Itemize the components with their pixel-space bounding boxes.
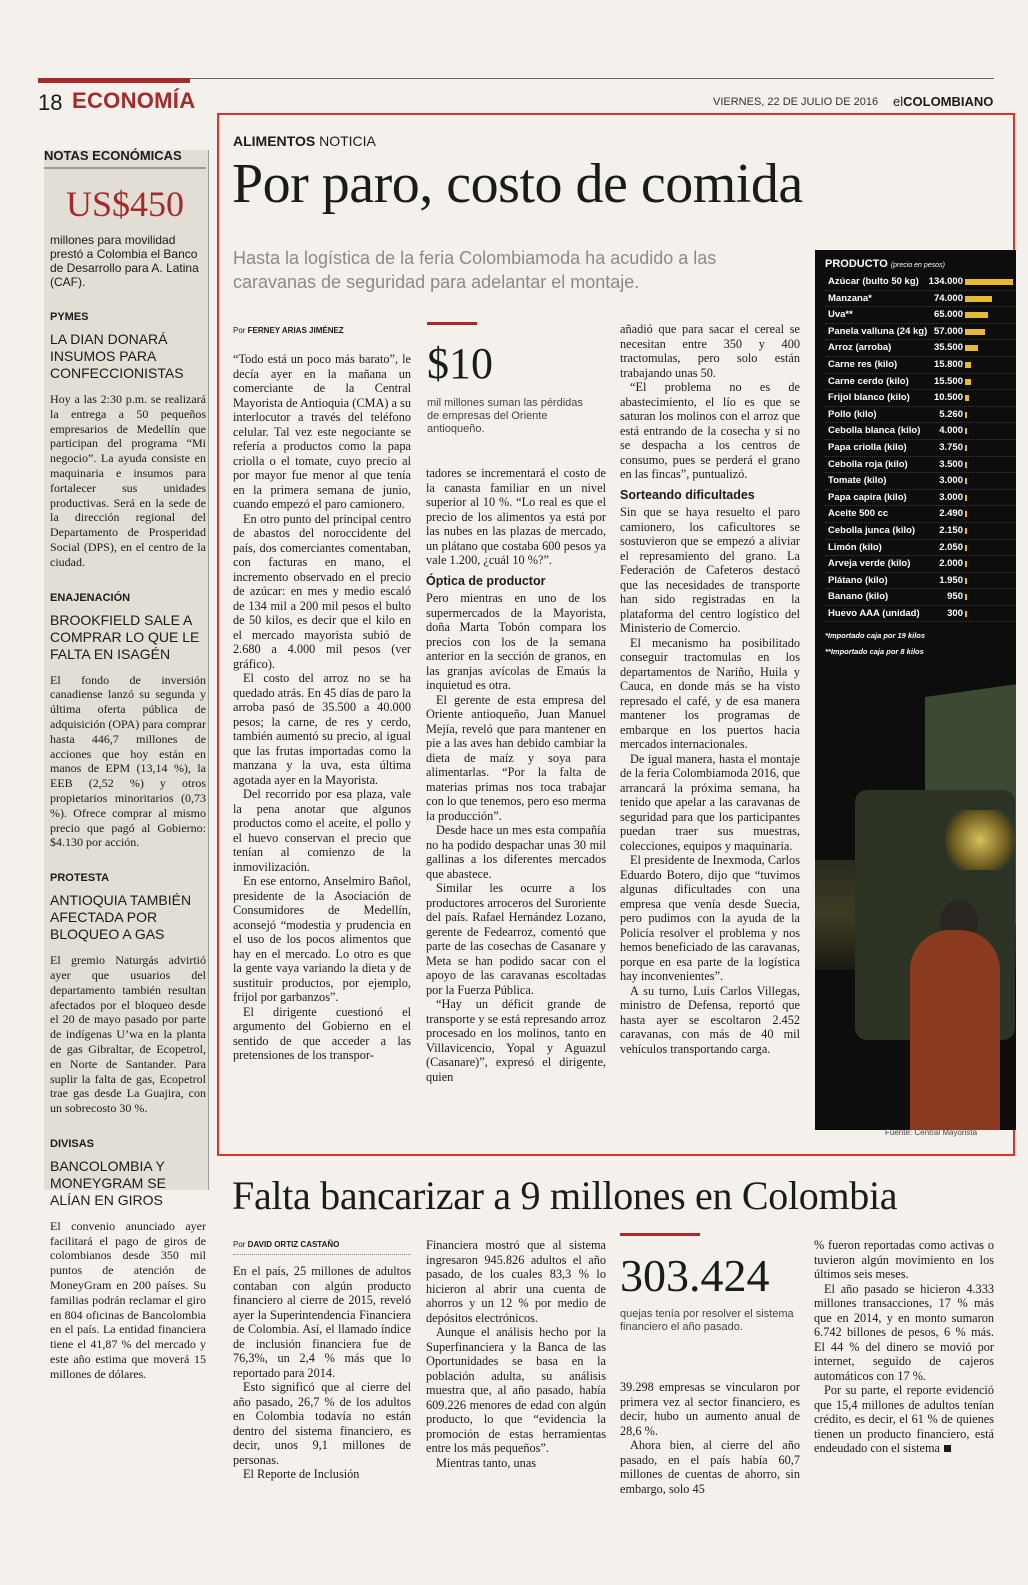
paragraph: % fueron reportadas como activas o tuvieron algún movimiento en los últimos seis meses. (814, 1238, 994, 1281)
price-row (825, 307, 1015, 324)
photo-light (945, 810, 1015, 870)
article2-column-1 (233, 1264, 411, 1504)
price-row-label: Plátano (kilo) (828, 574, 888, 586)
price-bar (965, 545, 967, 551)
price-bar (965, 412, 967, 418)
price-row-value: 3.750 (939, 441, 963, 453)
paragraph: 39.298 empresas se vincularon por primera vez al sector financiero, es decir, hubo un aumento anual de 28,6 %. (620, 1380, 800, 1438)
price-bar (965, 329, 985, 335)
note-headline: LA DIAN DONARÁ INSUMOS PARA CONFECCIONISTAS (50, 331, 184, 381)
paragraph: En ese entorno, Anselmiro Bañol, presidente de la Asociación de Consumidores de Medellín, aconsejó “modestia y prudencia en el uso de los pocos alimentos que hay en el mercado. Lo otro es que la gente vaya variando la dieta y de sustituir productos, por ejemplo, frijol por garbanzos”. (233, 874, 411, 1004)
price-row-value: 2.050 (939, 541, 963, 553)
newspaper-wordmark: COLOMBIANO (903, 94, 994, 109)
paragraph: Financiera mostró que al sistema ingresaron 945.826 adultos el año pasado, de los cuales 83,3 % lo hicieron al abrir una cuenta de ahorros y un 12 % por medio de depósitos electrónicos. (426, 1238, 606, 1325)
price-bar (965, 362, 971, 368)
paragraph: El mecanismo ha posibilitado conseguir tractomulas en los departamentos de Nariño, Huila y Cauca, en donde más se ha visto represado el café, y de esa manera mantener los programas de embarque en los puertos hacia mercados internacionales. (620, 635, 800, 751)
price-row-label: Arroz (arroba) (828, 342, 892, 354)
price-row-label: Tomate (kilo) (828, 475, 887, 487)
price-bar (965, 478, 967, 484)
note-kicker: PROTESTA (50, 872, 110, 885)
end-mark-icon (944, 1445, 951, 1452)
photo-person (910, 930, 1000, 1130)
price-row-value: 15.500 (933, 375, 963, 387)
price-row (825, 523, 1015, 540)
callout-text: mil millones suman las pérdidas de empresas del Oriente antioqueño. (427, 397, 583, 435)
price-row-label: Pollo (kilo) (828, 408, 877, 420)
sidebar-big-number: US$450 (65, 184, 185, 224)
paragraph-text: Por su parte, el reporte evidenció que 15,4 millones de adultos tenían crédito, es decir, el 61 % de quienes tienen un producto financiero, está endeudado con el sistema (814, 1383, 994, 1455)
newspaper-name (893, 94, 993, 109)
paragraph: Esto significó que al cierre del año pasado, 26,7 % de los adultos en Colombia todavía no están dentro del sistema financiero, es decir, unos 9,1 millones de personas. (233, 1380, 411, 1467)
price-row (825, 374, 1015, 391)
price-bar (965, 395, 969, 401)
callout-text: quejas tenía por resolver el sistema financiero el año pasado. (620, 1308, 794, 1333)
paragraph: El año pasado se hicieron 4.333 millones transacciones, 17 % más que en 2014, y en monto sumaron 6.742 billones de pesos, 6 % más. El 44 % del dinero se movió por internet, seguido de cajeros automáticos con 17 %. (814, 1281, 994, 1383)
price-table-header (825, 258, 1015, 270)
sidebar-divider (208, 150, 209, 1190)
price-row-value: 74.000 (933, 292, 963, 304)
note-kicker: ENAJENACIÓN (50, 591, 131, 604)
price-row-value: 3.500 (939, 458, 963, 470)
paragraph: Sin que se haya resuelto el paro camionero, los caficultores se sostuvieron que se empezó a aliviar el represamiento del grano. La Federación de Cafeteros destacó que las necesidades de transporte han sido registradas en la plataforma del centro logístico del Ministerio de Comercio. (620, 505, 800, 635)
price-row-label: Manzana* (828, 292, 872, 304)
price-row-value: 134.000 (928, 276, 963, 287)
newspaper-prefix: el (893, 94, 904, 109)
article-deck: Hasta la logística de la feria Colombiamoda ha acudido a las caravanas de seguridad para adelantar el montaje. (233, 248, 717, 292)
article2-column-4 (814, 1238, 994, 1504)
chart-source: Fuente: Central Mayorista (885, 1128, 978, 1137)
price-row-value: 950 (947, 591, 963, 603)
paragraph: El Reporte de Inclusión (243, 1467, 360, 1481)
price-row-value: 300 (947, 607, 963, 619)
price-bar (965, 594, 967, 600)
price-bar (965, 445, 967, 451)
page-number: 18 (38, 90, 63, 115)
price-row (825, 440, 1015, 457)
paragraph: “El problema no es de abastecimiento, el lío es que se saturan los molinos con el arroz que está entrando de la cosecha y si no se despacha a los centros de consumo, pues se perderá el grano en las fincas”, puntualizó. (620, 380, 800, 481)
article2-column-3 (620, 1380, 800, 1504)
price-table-note: (precio en pesos) (890, 262, 945, 269)
price-row (825, 390, 1015, 407)
article2-headline: Falta bancarizar a 9 millones en Colombia (232, 1173, 898, 1218)
price-row-label: Panela valluna (24 kg) (828, 325, 928, 337)
price-row-value: 2.150 (939, 524, 963, 536)
price-row (825, 589, 1015, 606)
note-kicker: DIVISAS (50, 1137, 95, 1150)
price-row-label: Azúcar (bulto 50 kg) (828, 276, 919, 287)
price-row-label: Carne res (kilo) (828, 358, 898, 370)
price-bar (965, 428, 967, 434)
byline-author: FERNEY ARIAS JIMÉNEZ (247, 326, 344, 335)
callout-rule (620, 1233, 700, 1236)
byline-prefix: Por (233, 1240, 248, 1249)
paragraph: “Todo está un poco más barato”, le decía ayer en la mañana un comerciante de la Central Mayorista de Antioquia (CMA) a su interlocutor a través del teléfono celular. Tal vez este negociante se refería a productos como la papa criolla o el tomate, cuyo precio al por mayor fue menor al que tenía en la primera semana de junio, cuando empezó el paro camionero. (233, 352, 411, 511)
price-row-value: 4.000 (939, 425, 963, 437)
price-row-label: Cebolla junca (kilo) (828, 524, 916, 536)
note-kicker: PYMES (50, 311, 89, 323)
price-bar (965, 379, 971, 385)
price-row-label: Arveja verde (kilo) (828, 558, 911, 570)
price-row-label: Papa criolla (kilo) (828, 441, 907, 453)
callout-rule (427, 322, 477, 325)
price-row-value: 2.000 (939, 558, 963, 570)
price-row (825, 324, 1015, 341)
paragraph: añadió que para sacar el cereal se necesitan entre 350 y 400 tractomulas, pero solo están trabajando unas 50. (620, 322, 800, 380)
issue-date: VIERNES, 22 DE JULIO DE 2016 (713, 96, 879, 108)
price-row (825, 540, 1015, 557)
price-row-value: 1.950 (939, 574, 963, 586)
callout-number: 303.424 (620, 1250, 770, 1301)
price-row-value: 2.490 (939, 508, 963, 520)
paragraph: “Hay un déficit grande de transporte y se está represando arroz procesado en los molinos, tanto en Villavicencio, Yopal y Aguazul (Casanare)”, expresó el dirigente, quien (426, 997, 606, 1084)
price-row (825, 274, 1015, 291)
price-row-value: 10.500 (933, 392, 963, 404)
price-row-label: Carne cerdo (kilo) (828, 375, 909, 387)
price-row (825, 556, 1015, 573)
price-row-value: 35.500 (933, 342, 963, 354)
price-bar (965, 279, 1013, 285)
article-kicker-rest: NOTICIA (315, 133, 376, 149)
paragraph: El presidente de Inexmoda, Carlos Eduardo Botero, dijo que “tuvimos algunas dificultades con una empresa que venía desde Suecia, pero pudimos con la ayuda de la Policía resolver el problema y nos hemos beneficiado de las caravanas, porque en esa parte de la logística hay inconvenientes”. (620, 853, 800, 983)
note-body: Hoy a las 2:30 p.m. se realizará la entrega a 50 pequeños empresarios de Medellín que participan del programa “Mi negocio”. La ayuda consiste en maquinaria e insumos para fortalecer sus unidades productivas. Será en la sede de la dirección regional del Departamento de Prosperidad Social (DPS), en el centro de la ciudad. (50, 392, 206, 569)
price-row-value: 15.800 (933, 358, 963, 370)
note-headline: ANTIOQUIA TAMBIÉN AFECTADA POR BLOQUEO A GAS (50, 892, 192, 943)
price-row (825, 340, 1015, 357)
paragraph: Similar les ocurre a los productores arroceros del Suroriente del país. Rafael Hernández Lozano, gerente de Fedearroz, comentó que parte de las cosechas de Casanare y Meta se han podido sacar con el apoyo de las caravanas escoltadas por la Fuerza Pública. (426, 881, 606, 997)
price-row-value: 3.000 (939, 475, 963, 487)
paragraph: Del recorrido por esa plaza, vale la pena anotar que algunos productos como el aceite, el pollo y el huevo conservan el precio que tenían al comienzo de la inmovilización. (233, 787, 411, 874)
price-row (825, 457, 1015, 474)
price-bar (965, 578, 967, 584)
byline-separator (233, 1254, 411, 1255)
byline-author: DAVID ORTIZ CASTAÑO (247, 1240, 340, 1249)
article-column-3 (620, 322, 800, 1142)
article-headline: Por paro, costo de comida (232, 153, 803, 215)
price-row-label: Uva** (828, 309, 853, 321)
header-accent-rule (38, 78, 190, 83)
note-body: El convenio anunciado ayer facilitará el pago de giros de colombianos desde 350 mil puntos de atención de MoneyGram en 200 países. Su familias podrán reclamar el giro en 804 oficinas de Bancolombia en el país. La entidad financiera tiene el 41,87 % del mercado y este año estima que moverá 15 millones de dólares. (50, 1218, 206, 1381)
price-bar (965, 462, 967, 468)
price-row-value: 57.000 (933, 325, 963, 337)
paragraph: A su turno, Luis Carlos Villegas, ministro de Defensa, reportó que hasta ayer se escoltaron 2.452 caravanas, con más de 40 mil vehículos transportando carga. (620, 983, 800, 1056)
footnote: **Importado caja por 8 kilos (825, 647, 924, 657)
price-row-label: Papa capira (kilo) (828, 491, 907, 503)
paragraph: Desde hace un mes esta compañía no ha podido despachar unas 30 mil gallinas a los diferentes mercados que abastece. (426, 823, 606, 881)
price-row (825, 407, 1015, 424)
paragraph: De igual manera, hasta el montaje de la feria Colombiamoda 2016, que arrancará la próxima semana, ha tenido que apelar a las caravanas de seguridad para que los participantes puedan traer sus muestras, colecciones, equipos y maquinaria. (620, 751, 800, 853)
price-row-value: 3.000 (939, 491, 963, 503)
paragraph: El gerente de esta empresa del Oriente antioqueño, Juan Manuel Mejía, reveló que para mantener en pie a las aves han debido cambiar la dieta de maíz y soya para alimentarlas. “Por la falta de materias primas nos toca trabajar con lo que tenemos, pero eso merma la producción”. (426, 692, 606, 823)
article2-byline (233, 1240, 339, 1249)
price-row (825, 357, 1015, 374)
price-table-footnotes (825, 628, 1015, 660)
price-row-value: 65.000 (933, 309, 963, 321)
subheading: Óptica de productor (426, 573, 546, 588)
note-headline: BANCOLOMBIA Y MONEYGRAM SE ALÍAN EN GIROS (50, 1157, 166, 1208)
price-bar (965, 495, 967, 501)
footnote: *Importado caja por 19 kilos (825, 631, 926, 641)
sidebar-notas (44, 148, 206, 1382)
price-bar (965, 528, 967, 534)
article-kicker-bold: ALIMENTOS (233, 133, 316, 149)
article-column-2 (426, 466, 606, 1142)
price-row-label: Cebolla blanca (kilo) (828, 425, 921, 437)
paragraph: Aunque el análisis hecho por la Superfinanciera y la Banca de las Oportunidades se basa en la población adulta, su análisis muestra que, al año pasado, había 609.226 menores de edad con algún producto, lo que “evidencia la promoción de estas herramientas entre los más pequeños”. (426, 1325, 606, 1455)
note-headline: BROOKFIELD SALE A COMPRAR LO QUE LE FALTA EN ISAGÉN (50, 611, 200, 662)
price-row-label: Huevo AAA (unidad) (828, 607, 920, 619)
price-row (825, 473, 1015, 490)
article-kicker (233, 133, 376, 149)
paragraph: El costo del arroz no se ha quedado atrás. En 45 días de paro la arroba pasó de 35.500 a 40.000 pesos; la carne, de res y cerdo, también aumentó su precio, al igual que las frutas importadas como la manzana y la uva, esta última agotada ayer en la Mayorista. (233, 671, 411, 787)
price-row-value: 5.260 (939, 408, 963, 420)
note-body: El fondo de inversión canadiense lanzó su segunda y última oferta pública de adquisición (OPA) para comprar hasta 446,7 millones de acciones que hoy están en manos de EPM (13,14 %), la EEB (2,52 %) y otros propietarios minoritarios (0,73 %). Ofrece comprar al mismo precio que pagó al Gobierno: $4.130 por acción. (50, 672, 206, 850)
price-bar (965, 312, 988, 318)
price-bar (965, 345, 978, 351)
price-bar (965, 611, 967, 617)
price-row (825, 490, 1015, 507)
paragraph: Mientras tanto, unas (436, 1455, 537, 1470)
paragraph: En otro punto del principal centro de abastos del noroccidente del país, dos comerciantes comentaban, con facturas en mano, el incremento observado en el precio de azúcar: en mes y medio escaló de 134 mil a 200 mil pesos el bulto de 50 kilos, es decir que el kilo en el mercado mayorista subió de 2.680 a 4.000 mil pesos (ver gráfico). (233, 511, 411, 671)
paragraph (814, 1383, 994, 1456)
price-row-label: Limón (kilo) (828, 541, 882, 553)
sidebar-title: NOTAS ECONÓMICAS (44, 148, 206, 169)
price-bar (965, 561, 967, 567)
paragraph: Ahora bien, al cierre del año pasado, en el país había 60,7 millones de cuentas de ahorro, sin embargo, solo 45 (620, 1438, 800, 1496)
price-row-label: Aceite 500 cc (828, 508, 889, 520)
price-row (825, 506, 1015, 523)
sidebar-big-number-text: millones para movilidad prestó a Colombia el Banco de Desarrollo para A. Latina (CAF). (50, 233, 199, 289)
price-row-label: Banano (kilo) (828, 591, 889, 603)
price-row (825, 573, 1015, 590)
price-bar (965, 296, 992, 302)
article-byline (233, 326, 344, 335)
byline-prefix: Por (233, 326, 248, 335)
paragraph: Pero mientras en uno de los supermercados de la Mayorista, doña Marta Tobón compara los precios con los de la semana anterior en la sección de granos, en las granjas avícolas de Emaús la inquietud es otra. (426, 591, 606, 692)
paragraph: El dirigente cuestionó el argumento del Gobierno en el sentido de que acceder a las pretensiones de los transpor- (233, 1004, 411, 1062)
price-table-title: PRODUCTO (825, 258, 888, 270)
price-row (825, 606, 1015, 623)
note-body: El gremio Naturgás advirtió ayer que usuarios del departamento también resultan afectados por el bloqueo desde el 20 de mayo pasado por parte de indígenas U’wa en la planta de gas Gibraltar, de Ecopetrol, en Norte de Santander. Para suplir la falta de gas, Ecopetrol trae gas desde La Guajira, con un sobrecosto 30 %. (50, 953, 206, 1116)
price-row-label: Frijol blanco (kilo) (828, 392, 910, 404)
subheading: Sorteando dificultades (620, 487, 755, 502)
article2-column-2 (426, 1238, 606, 1504)
section-title: ECONOMÍA (72, 88, 196, 113)
callout-number: $10 (427, 339, 493, 388)
price-bar (965, 511, 967, 517)
price-table (825, 258, 1015, 660)
price-row (825, 423, 1015, 440)
price-table-rows (825, 274, 1015, 622)
article-column-1 (233, 352, 411, 1142)
paragraph: tadores se incrementará el costo de la canasta familiar en un nivel superior al 10 %. “Lo real es que el precio de los alimentos ya está por las nubes en las plazas de mercado, un plátano que costaba 600 pesos ya vale 1.200, ¿cuál 10 %?”. (426, 466, 606, 567)
price-row (825, 291, 1015, 308)
price-row-label: Cebolla roja (kilo) (828, 458, 908, 470)
paragraph: En el país, 25 millones de adultos contaban con algún producto financiero al cierre de 2015, reveló ayer la Superintendencia Financiera de Colombia. Así, el llamado índice de inclusión financiera fue de 76,3%, un 2,4 % más que lo reportado para 2014. (233, 1264, 411, 1380)
